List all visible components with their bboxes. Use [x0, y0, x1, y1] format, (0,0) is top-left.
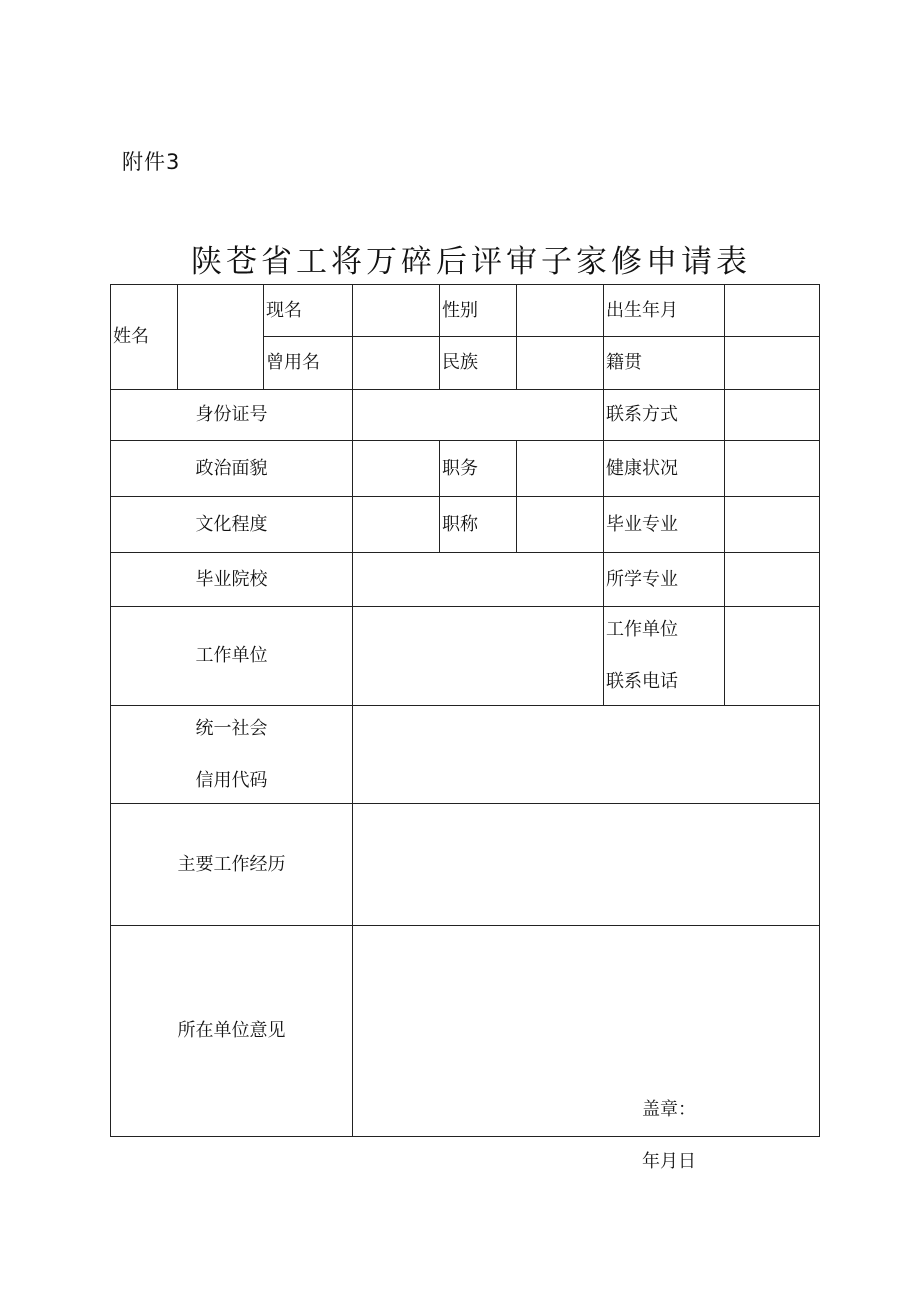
gender-label: 性别: [440, 285, 517, 337]
graduation-school-field[interactable]: [353, 553, 604, 607]
native-place-label: 籍贯: [604, 337, 725, 390]
work-unit-field[interactable]: [353, 607, 604, 706]
studied-major-field[interactable]: [725, 553, 820, 607]
work-unit-phone-line1: 工作单位: [606, 619, 678, 640]
graduation-major-field[interactable]: [725, 497, 820, 553]
work-experience-field[interactable]: [353, 804, 820, 926]
date-label: 年月日: [642, 1151, 696, 1172]
id-number-label: 身份证号: [111, 390, 353, 441]
health-status-label: 健康状况: [604, 441, 725, 497]
gender-field[interactable]: [517, 285, 604, 337]
current-name-label: 现名: [264, 285, 353, 337]
contact-field[interactable]: [725, 390, 820, 441]
work-unit-phone-line2: 联系电话: [606, 671, 678, 692]
graduation-major-label: 毕业专业: [604, 497, 725, 553]
position-field[interactable]: [517, 441, 604, 497]
current-name-field[interactable]: [353, 285, 440, 337]
work-unit-phone-field[interactable]: [725, 607, 820, 706]
id-number-field[interactable]: [353, 390, 604, 441]
credit-code-line1: 统一社会: [195, 717, 268, 739]
form-title: 陕苍省工将万碎后评审子家修申请表: [191, 244, 751, 280]
work-experience-label: 主要工作经历: [111, 804, 353, 926]
health-status-field[interactable]: [725, 441, 820, 497]
title-rank-field[interactable]: [517, 497, 604, 553]
birth-date-field[interactable]: [725, 285, 820, 337]
work-unit-phone-label: [604, 607, 725, 706]
position-label: 职务: [440, 441, 517, 497]
title-rank-label: 职称: [440, 497, 517, 553]
credit-code-field[interactable]: [353, 706, 820, 804]
name-label: 姓名: [111, 285, 178, 390]
education-level-field[interactable]: [353, 497, 440, 553]
education-level-label: 文化程度: [111, 497, 353, 553]
unit-opinion-label: 所在单位意见: [111, 926, 353, 1137]
birth-date-label: 出生年月: [604, 285, 725, 337]
political-status-label: 政治面貌: [111, 441, 353, 497]
political-status-field[interactable]: [353, 441, 440, 497]
seal-label: 盖章：: [642, 1099, 696, 1120]
former-name-field[interactable]: [353, 337, 440, 390]
unit-opinion-field[interactable]: [353, 926, 820, 1172]
native-place-field[interactable]: [725, 337, 820, 390]
ethnicity-field[interactable]: [517, 337, 604, 390]
former-name-label: 曾用名: [264, 337, 353, 390]
studied-major-label: 所学专业: [604, 553, 725, 607]
credit-code-label: [111, 706, 353, 804]
attachment-label: 附件3: [122, 150, 181, 174]
credit-code-line2: 信用代码: [195, 769, 268, 791]
graduation-school-label: 毕业院校: [111, 553, 353, 607]
photo-cell[interactable]: [178, 285, 264, 390]
contact-label: 联系方式: [604, 390, 725, 441]
work-unit-label: 工作单位: [111, 607, 353, 706]
application-form-table: [110, 284, 820, 1172]
ethnicity-label: 民族: [440, 337, 517, 390]
